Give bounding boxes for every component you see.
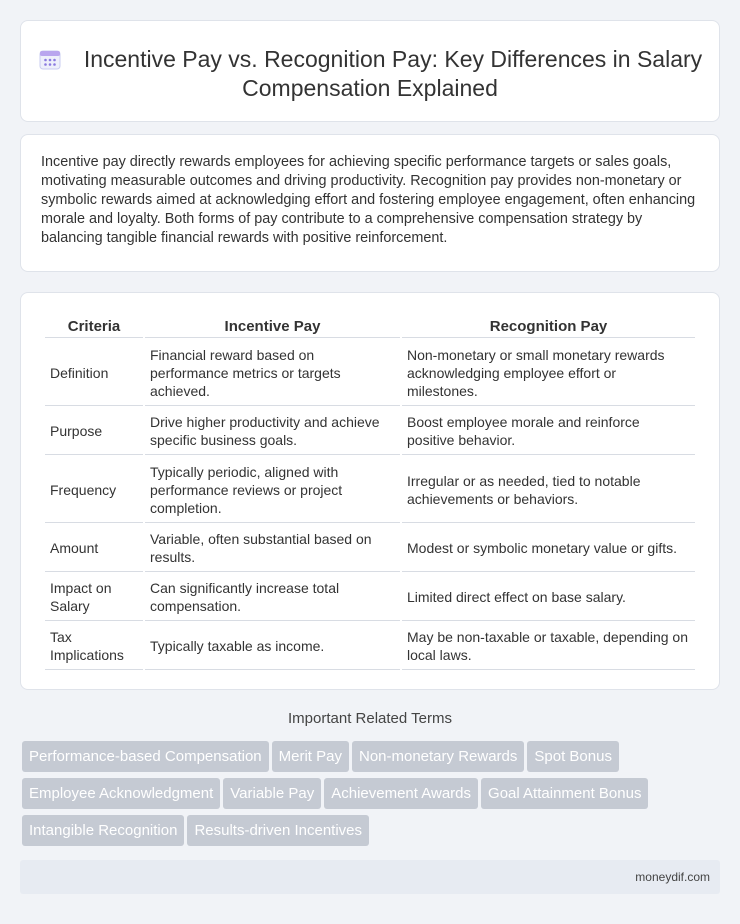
cell-criteria: Frequency [45,457,143,523]
table-row [45,623,695,670]
cell-criteria: Impact on Salary [45,574,143,621]
calendar-icon [38,47,62,71]
cell-incentive: Drive higher productivity and achieve specific business goals. [145,408,400,455]
cell-recognition: Non-monetary or small monetary rewards acknowledging employee effort or milestones. [402,340,695,406]
header-incentive-pay: Incentive Pay [145,315,400,338]
tag-non-monetary-rewards[interactable]: Non-monetary Rewards [352,741,524,772]
cell-recognition: Irregular or as needed, tied to notable achievements or behaviors. [402,457,695,523]
related-terms-title: Important Related Terms [288,710,452,727]
table-row [45,574,695,621]
footer-site[interactable]: moneydif.com [635,870,710,884]
cell-incentive: Typically periodic, aligned with performance reviews or project completion. [145,457,400,523]
title-card [20,20,720,122]
header-recognition-pay: Recognition Pay [402,315,695,338]
tag-spot-bonus[interactable]: Spot Bonus [527,741,619,772]
table-row [45,408,695,455]
tag-results-driven-incentives[interactable]: Results-driven Incentives [187,815,369,846]
cell-incentive: Financial reward based on performance metrics or targets achieved. [145,340,400,406]
table-row [45,525,695,572]
table-row [45,457,695,523]
header-criteria: Criteria [45,315,143,338]
related-terms-tags [22,741,712,852]
cell-recognition: Limited direct effect on base salary. [402,574,695,621]
cell-recognition: May be non-taxable or taxable, depending on local laws. [402,623,695,670]
cell-criteria: Purpose [45,408,143,455]
cell-incentive: Variable, often substantial based on results. [145,525,400,572]
cell-criteria: Amount [45,525,143,572]
comparison-table [43,313,697,672]
table-row [45,340,695,406]
cell-criteria: Tax Implications [45,623,143,670]
tag-performance-based-compensation[interactable]: Performance-based Compensation [22,741,269,772]
footer [20,860,720,894]
page-title: Incentive Pay vs. Recognition Pay: Key Differences in Salary Compensation Explained [83,46,703,101]
tag-intangible-recognition[interactable]: Intangible Recognition [22,815,184,846]
comparison-table-card [20,292,720,690]
intro-text: Incentive pay directly rewards employees for achieving specific performance targets or sales goals, motivating measurable outcomes and driving productivity. Recognition pay provides non-monetary or symbolic rewards aimed at acknowledging effort and fostering employee engagement, often enhancing morale and loyalty. Both forms of pay contribute to a comprehensive compensation strategy by balancing tangible financial rewards with positive reinforcement. [41,154,696,246]
cell-criteria: Definition [45,340,143,406]
tag-merit-pay[interactable]: Merit Pay [272,741,349,772]
tag-achievement-awards[interactable]: Achievement Awards [324,778,478,809]
intro-card [20,134,720,272]
cell-incentive: Can significantly increase total compensation. [145,574,400,621]
tag-goal-attainment-bonus[interactable]: Goal Attainment Bonus [481,778,648,809]
cell-incentive: Typically taxable as income. [145,623,400,670]
tag-employee-acknowledgment[interactable]: Employee Acknowledgment [22,778,220,809]
table-header-row [45,315,695,338]
cell-recognition: Modest or symbolic monetary value or gifts. [402,525,695,572]
tag-variable-pay[interactable]: Variable Pay [223,778,321,809]
cell-recognition: Boost employee morale and reinforce positive behavior. [402,408,695,455]
